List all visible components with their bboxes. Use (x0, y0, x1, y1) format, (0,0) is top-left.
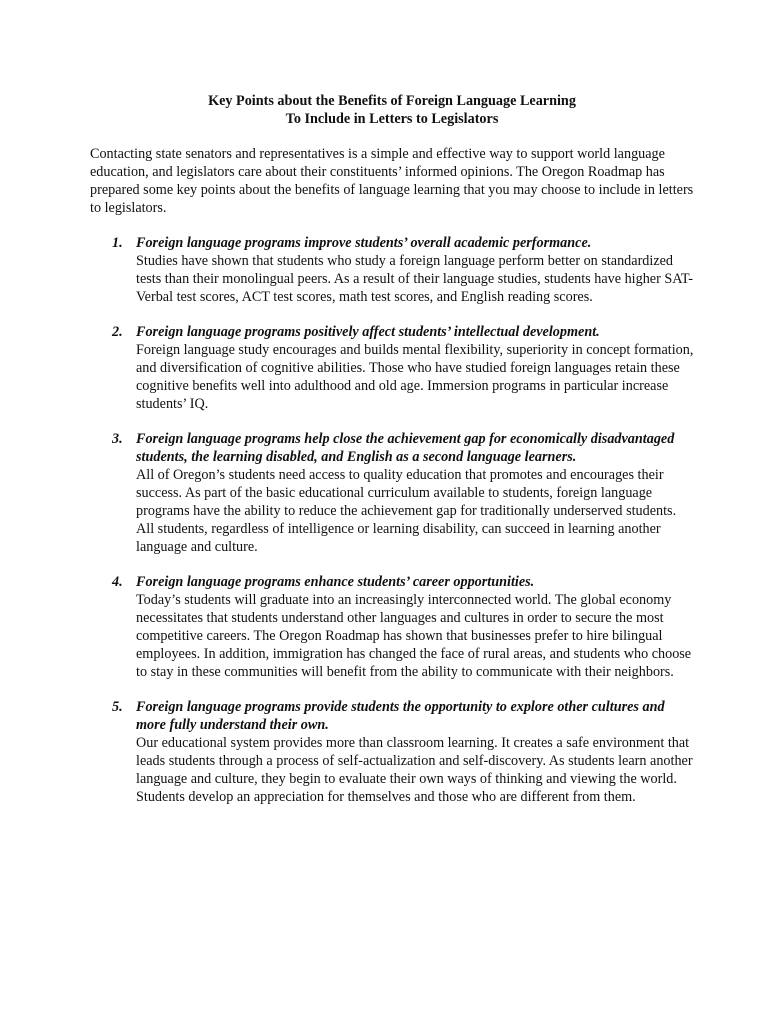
point-heading: Foreign language programs positively affect students’ intellectual development. (136, 324, 600, 340)
point-heading: Foreign language programs improve students’ overall academic performance. (136, 235, 592, 251)
point-body: Studies have shown that students who study a foreign language perform better on standardized tests than their monolingual peers. As a result of their language studies, students have higher SAT-Verbal test scores, ACT test scores, math test scores, and English reading scores. (136, 253, 694, 305)
intro-paragraph: Contacting state senators and representatives is a simple and effective way to support world language education, and legislators care about their constituents’ informed opinions. The Oregon Roadmap has prepared some key points about the benefits of language learning that you may choose to include in letters to legislators. (90, 146, 694, 216)
point-body: Our educational system provides more than classroom learning. It creates a safe environment that leads students through a process of self-actualization and self-discovery. As students learn another language and culture, they begin to evaluate their own ways of thinking and viewing the world. Students develop an appreciation for themselves and those who are different from them. (136, 735, 693, 805)
key-point-2 (90, 323, 694, 413)
point-body: Foreign language study encourages and builds mental flexibility, superiority in concept formation, and diversification of cognitive abilities. Those who have studied foreign languages retain these cognitive benefits well into adulthood and old age. Immersion programs in particular increase students’ IQ. (136, 342, 694, 412)
point-heading: Foreign language programs help close the achievement gap for economically disadvantaged students, the learning disabled, and English as a second language learners. (136, 431, 675, 465)
document-title (90, 92, 694, 128)
point-body: All of Oregon’s students need access to quality education that promotes and encourages their success. As part of the basic educational curriculum available to students, foreign language programs have the ability to reduce the achievement gap for traditionally underserved students. All students, regardless of intelligence or learning disability, can succeed in learning another language and culture. (136, 467, 677, 555)
title-line-1: Key Points about the Benefits of Foreign Language Learning (208, 93, 576, 109)
point-heading: Foreign language programs enhance students’ career opportunities. (136, 574, 535, 590)
title-line-2: To Include in Letters to Legislators (285, 111, 499, 127)
point-number: 3. (112, 431, 123, 447)
point-heading: Foreign language programs provide students the opportunity to explore other cultures and more fully understand their own. (136, 699, 665, 733)
key-point-4 (90, 573, 694, 681)
point-number: 1. (112, 235, 123, 251)
point-body: Today’s students will graduate into an increasingly interconnected world. The global economy necessitates that students understand other languages and cultures in order to secure the most competitive careers. The Oregon Roadmap has shown that businesses prefer to hire bilingual employees. In addition, immigration has changed the face of rural areas, and students who choose to stay in these communities will benefit from the ability to communicate with their neighbors. (136, 592, 692, 680)
key-point-5 (90, 698, 694, 806)
key-point-3 (90, 430, 694, 556)
point-number: 5. (112, 699, 123, 715)
key-point-1 (90, 234, 694, 306)
point-number: 4. (112, 574, 123, 590)
key-points-list (90, 234, 694, 806)
point-number: 2. (112, 324, 123, 340)
